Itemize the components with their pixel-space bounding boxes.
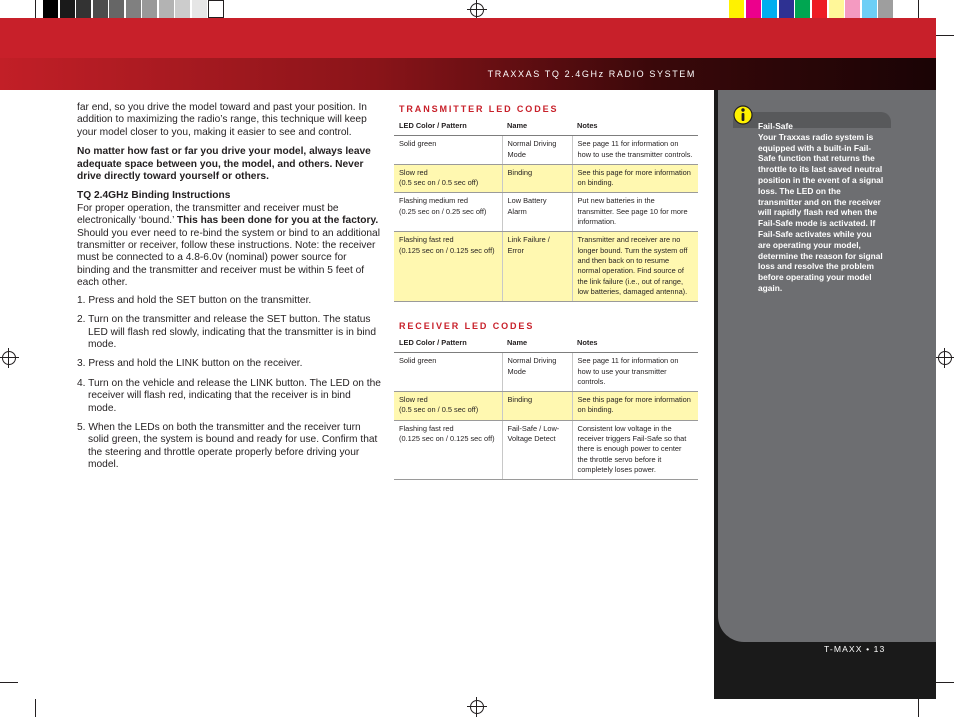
list-item: 5. When the LEDs on both the transmitter and the receiver turn solid green, the system is bound and ready for use. Confirm that the steering and throttle operate properly before driving your model.	[77, 421, 378, 471]
note-title: Fail-Safe	[758, 121, 793, 131]
color-swatch	[812, 0, 828, 18]
led-pattern: Slow red	[399, 395, 428, 405]
header-title: TRAXXAS TQ 2.4GHz RADIO SYSTEM	[487, 69, 696, 79]
crop-mark	[0, 682, 18, 683]
list-item: 1. Press and hold the SET button on the transmitter.	[77, 294, 312, 306]
gray-swatch	[43, 0, 59, 18]
page-header	[0, 18, 936, 90]
gray-swatch	[208, 0, 224, 18]
body-text	[77, 102, 381, 479]
led-pattern-cell	[394, 193, 502, 232]
column-header: LED Color / Pattern	[394, 119, 502, 136]
led-notes-cell: See page 11 for information on how to use your transmitter controls.	[572, 353, 698, 392]
table-row	[394, 420, 698, 479]
table-header-row	[394, 336, 698, 353]
color-swatch	[795, 0, 811, 18]
binding-text-c: Should you ever need to re-bind the system or bind to an additional transmitter or receiver, follow these instructions. Note: the receiver must be connected to a 4.8-6.0v (nominal) power source for binding and the transmitter and receiver must be within 5 feet of each other.	[77, 227, 380, 289]
column-header: Name	[502, 119, 572, 136]
led-pattern: Flashing medium red	[399, 196, 469, 206]
color-swatch	[878, 0, 894, 18]
led-notes-cell: See this page for more information on binding.	[572, 164, 698, 193]
color-swatch	[829, 0, 845, 18]
binding-section	[77, 190, 381, 289]
led-timing: (0.5 sec on / 0.5 sec off)	[399, 405, 479, 415]
led-pattern: Solid green	[399, 139, 437, 149]
led-pattern-cell	[394, 392, 502, 421]
transmitter-led-table	[394, 119, 698, 302]
led-name-cell: Binding	[502, 392, 572, 421]
led-notes-cell: See this page for more information on binding.	[572, 392, 698, 421]
table-header-row	[394, 119, 698, 136]
gray-swatch	[142, 0, 158, 18]
binding-text-b: This has been done for you at the factory.	[176, 215, 379, 227]
gray-swatch	[109, 0, 125, 18]
list-item: 2. Turn on the transmitter and release the SET button. The status LED will flash red slowly, indicating that the transmitter is in bind mode.	[77, 314, 377, 350]
led-timing: (0.125 sec on / 0.125 sec off)	[399, 245, 495, 255]
column-header: Name	[502, 336, 572, 353]
crop-mark	[918, 0, 919, 18]
note-body: Your Traxxas radio system is equipped with a built-in Fail-Safe function that returns the throttle to its last saved neutral position in the event of a signal loss. The LED on the transmitter and on the receiver will rapidly flash red when the Fail-Safe mode is activated. If Fail-Safe activates while you are operating your model, determine the reason for signal loss and resolve the problem before operating your model again.	[758, 131, 884, 293]
led-timing: (0.125 sec on / 0.125 sec off)	[399, 434, 495, 444]
column-header: Notes	[572, 336, 698, 353]
led-name-cell: Fail-Safe / Low-Voltage Detect	[502, 420, 572, 479]
color-swatch	[746, 0, 762, 18]
led-notes-cell: Put new batteries in the transmitter. See page 10 for more information.	[572, 193, 698, 232]
receiver-section-title: RECEIVER LED CODES	[399, 321, 535, 331]
column-header: Notes	[572, 119, 698, 136]
gray-swatch	[60, 0, 76, 18]
receiver-led-table	[394, 336, 698, 480]
paragraph: far end, so you drive the model toward and past your position. In addition to maximizing the radio’s range, this technique will keep your model closer to you, making it easier to see and control.	[77, 102, 367, 138]
crop-mark	[936, 682, 954, 683]
list-item: 3. Press and hold the LINK button on the receiver.	[77, 358, 303, 370]
transmitter-section-title: TRANSMITTER LED CODES	[399, 104, 559, 114]
info-icon	[733, 104, 753, 126]
table-row	[394, 193, 698, 232]
led-pattern-cell	[394, 136, 502, 165]
registration-mark-left-icon	[1, 350, 17, 366]
led-name-cell: Low Battery Alarm	[502, 193, 572, 232]
warning-paragraph: No matter how fast or far you drive your model, always leave adequate space between you, the model, and others. Never drive directly toward yourself or others.	[77, 146, 371, 183]
crop-mark	[35, 0, 36, 18]
crop-mark	[936, 35, 954, 36]
led-name-cell: Normal Driving Mode	[502, 136, 572, 165]
color-swatch	[779, 0, 795, 18]
header-band	[0, 58, 936, 90]
color-swatch	[762, 0, 778, 18]
led-pattern: Slow red	[399, 167, 428, 177]
led-name-cell: Normal Driving Mode	[502, 353, 572, 392]
led-pattern: Flashing fast red	[399, 235, 454, 245]
gray-swatch	[93, 0, 109, 18]
color-swatch	[845, 0, 861, 18]
gray-swatch	[159, 0, 175, 18]
binding-text-a: For proper operation, the transmitter and receiver must be electronically ‘bound.’	[77, 202, 339, 227]
led-timing: (0.25 sec on / 0.25 sec off)	[399, 206, 487, 216]
table-row	[394, 392, 698, 421]
led-pattern-cell	[394, 164, 502, 193]
binding-heading: TQ 2.4GHz Binding Instructions	[77, 190, 231, 202]
led-pattern-cell	[394, 420, 502, 479]
led-notes-cell: Consistent low voltage in the receiver triggers Fail-Safe so that there is enough power to center the throttle servo before it completely loses power.	[572, 420, 698, 479]
led-notes-cell: See page 11 for information on how to use the transmitter controls.	[572, 136, 698, 165]
led-pattern-cell	[394, 232, 502, 302]
list-item: 4. Turn on the vehicle and release the LINK button. The LED on the receiver will flash red, indicating that the receiver is in bind mode.	[77, 377, 381, 414]
gray-swatch	[192, 0, 208, 18]
crop-mark	[918, 699, 919, 717]
registration-mark-bottom-icon	[469, 699, 485, 715]
led-name-cell: Link Failure / Error	[502, 232, 572, 302]
gray-swatch	[126, 0, 142, 18]
led-pattern-cell	[394, 353, 502, 392]
binding-steps	[77, 295, 381, 472]
led-notes-cell: Transmitter and receiver are no longer bound. Turn the system off and then back on to resume normal operation. Find source of the link failure (i.e., out of range, low batteries, damaged antenna).	[572, 232, 698, 302]
registration-mark-right-icon	[937, 350, 953, 366]
table-row	[394, 232, 698, 302]
gray-swatch	[175, 0, 191, 18]
column-header: LED Color / Pattern	[394, 336, 502, 353]
led-timing: (0.5 sec on / 0.5 sec off)	[399, 178, 479, 188]
table-row	[394, 353, 698, 392]
page-footer: T-MAXX • 13	[824, 644, 886, 654]
led-name-cell: Binding	[502, 164, 572, 193]
gray-swatch	[76, 0, 92, 18]
table-row	[394, 164, 698, 193]
registration-mark-top-icon	[469, 2, 485, 18]
color-swatch	[862, 0, 878, 18]
crop-mark	[35, 699, 36, 717]
table-row	[394, 136, 698, 165]
color-swatch	[729, 0, 745, 18]
led-pattern: Flashing fast red	[399, 423, 454, 433]
failsafe-note	[758, 121, 886, 294]
led-pattern: Solid green	[399, 356, 437, 366]
